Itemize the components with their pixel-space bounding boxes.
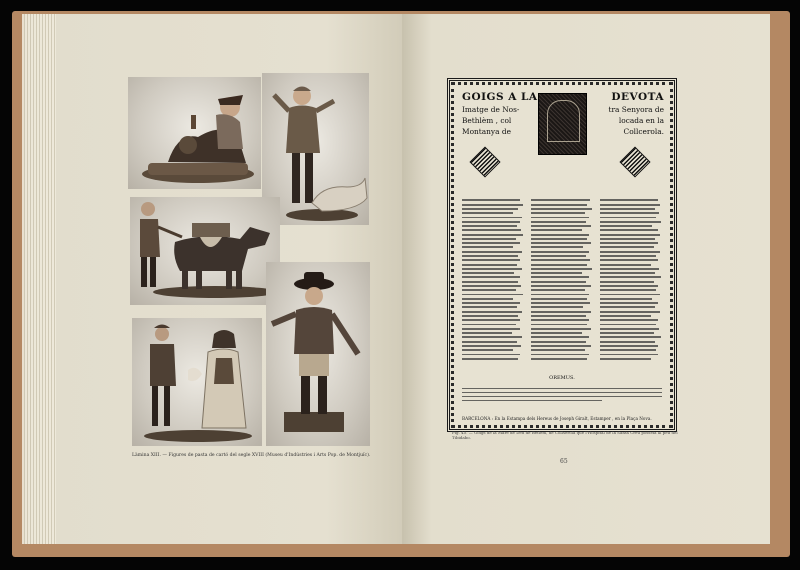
subtitle-left-3: Montanya de — [462, 127, 511, 136]
subtitle-left-2: Bethlèm , col — [462, 116, 512, 125]
subtitle-left-1: Imatge de Nos- — [462, 105, 520, 114]
goigs-broadside — [447, 78, 677, 432]
verse-column-2 — [531, 197, 595, 375]
photo-man-in-hat — [266, 262, 370, 446]
page-number: 65 — [560, 458, 568, 465]
nativity-woodcut — [538, 93, 587, 155]
printer-imprint: BARCELONA : En la Estampa dels Hereus de Joseph Giralt, Estamper , en la Plaça Nova. — [462, 416, 652, 421]
subtitle-right-3: Collcerola. — [623, 127, 664, 136]
right-page-caption: Fig. 45. — Goigs de la Mare de Déu de Betlem, de Collserola que l'Hospital de la Santa Creu posseïa al peu del Tibidabo. — [452, 430, 678, 440]
subtitle-right-2: locada en la — [618, 116, 664, 125]
subtitle-right-1: tra Senyora de — [608, 105, 664, 114]
verse-column-1 — [462, 197, 526, 375]
photo-couple-figures — [132, 318, 262, 446]
coat-of-arms-left — [469, 146, 500, 177]
oremus-heading: OREMUS. — [549, 375, 575, 381]
left-page-caption: Làmina XIII. — Figures de pasta de cartó del segle XVIII (Museu d'Indústries i Arts Pop. de Montjuïc). — [132, 453, 371, 458]
verse-column-3 — [600, 197, 664, 375]
prayer-text — [462, 385, 662, 404]
photo-seated-figure — [128, 77, 261, 189]
page-edges — [22, 14, 56, 544]
photo-man-with-donkey — [130, 197, 280, 305]
broadside-title-left: GOIGS A LA — [462, 91, 538, 103]
broadside-title-right: DEVOTA — [611, 91, 664, 103]
coat-of-arms-right — [619, 146, 650, 177]
